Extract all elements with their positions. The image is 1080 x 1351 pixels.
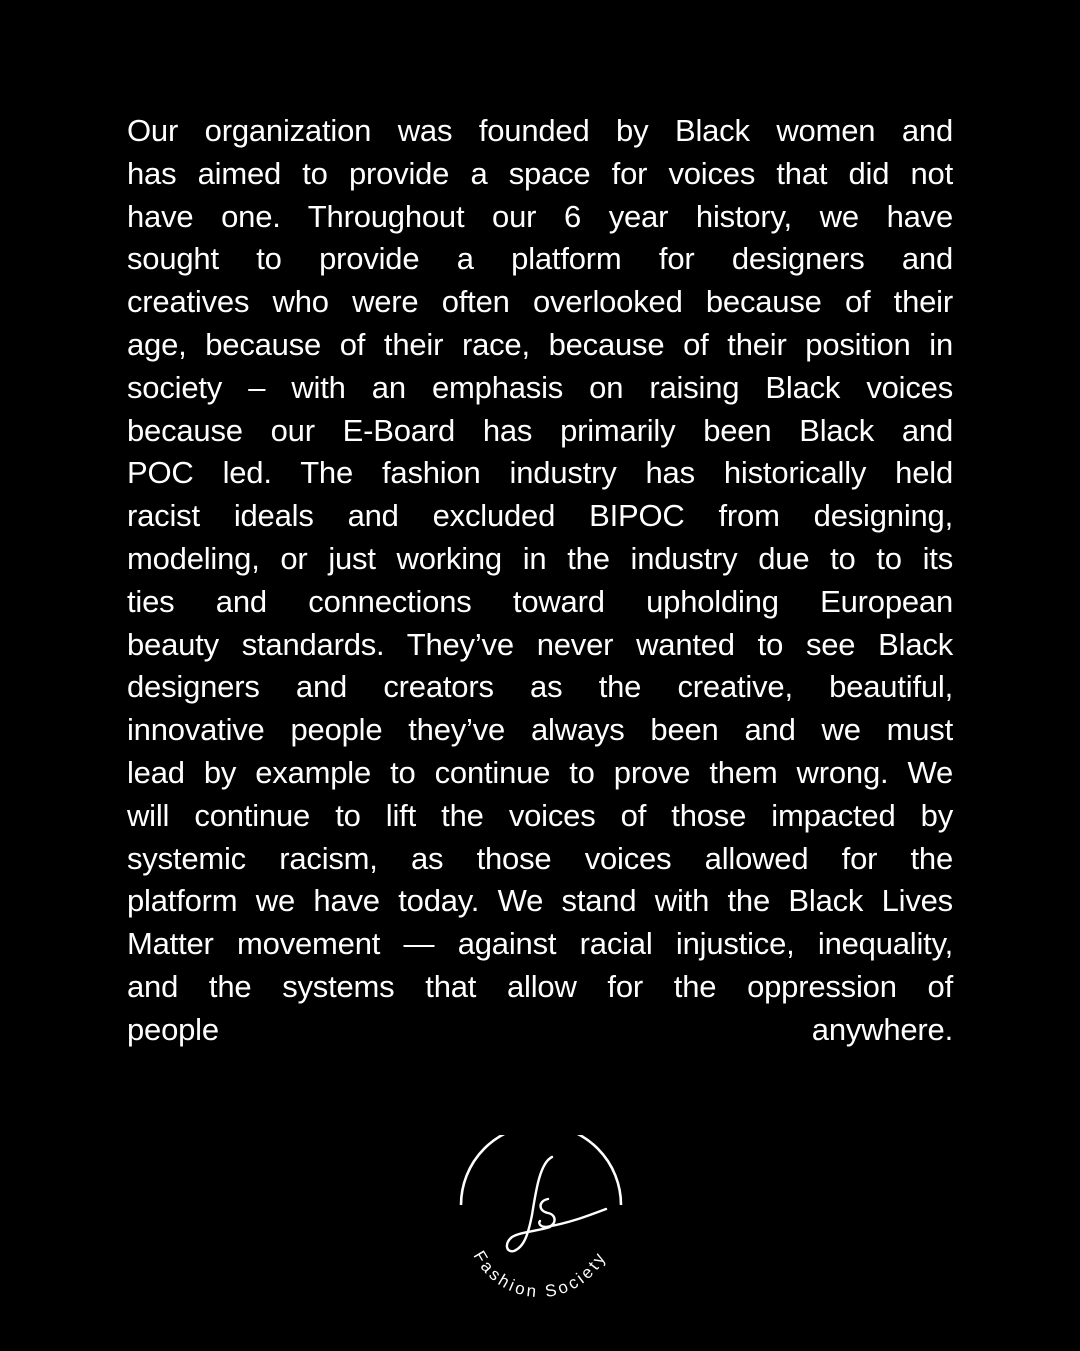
- statement-text: [127, 110, 953, 1052]
- statement-line: beauty standards. They’ve never wanted to see Black: [127, 626, 953, 662]
- statement-line: platform we have today. We stand with the Black Lives: [127, 883, 953, 919]
- statement-line: innovative people they’ve always been and we must: [127, 712, 953, 748]
- statement-line: people anywhere.: [127, 1011, 953, 1047]
- statement-line: lead by example to continue to prove them wrong. We: [127, 754, 953, 790]
- statement-line: POC led. The fashion industry has historically held: [127, 455, 953, 491]
- statement-line: modeling, or just working in the industry due to to its: [127, 540, 953, 576]
- statement-line: because our E-Board has primarily been Black and: [127, 412, 953, 448]
- statement-line: racist ideals and excluded BIPOC from designing,: [127, 498, 953, 534]
- statement-line: age, because of their race, because of their position in: [127, 326, 953, 362]
- statement-line: Matter movement — against racial injustice, inequality,: [127, 926, 953, 962]
- statement-line: society – with an emphasis on raising Black voices: [127, 369, 953, 405]
- statement-line: will continue to lift the voices of those impacted by: [127, 797, 953, 833]
- fashion-society-logo-mark: [440, 1135, 640, 1305]
- statement-line: designers and creators as the creative, beautiful,: [127, 669, 953, 705]
- statement-line: Our organization was founded by Black women and: [127, 113, 953, 148]
- logo-monogram-s: [539, 1199, 606, 1227]
- statement-line: and the systems that allow for the oppression of: [127, 968, 953, 1004]
- fashion-society-logo: [440, 1135, 640, 1305]
- logo-text: Fashion Society: [469, 1247, 611, 1302]
- statement-line: has aimed to provide a space for voices that did not: [127, 155, 953, 191]
- statement-line: have one. Throughout our 6 year history, we have: [127, 198, 953, 234]
- statement-line: systemic racism, as those voices allowed for the: [127, 840, 953, 876]
- statement-line: creatives who were often overlooked because of their: [127, 284, 953, 320]
- statement-line: ties and connections toward upholding European: [127, 583, 953, 619]
- statement-line: sought to provide a platform for designers and: [127, 241, 953, 277]
- logo-monogram-f: [507, 1157, 552, 1251]
